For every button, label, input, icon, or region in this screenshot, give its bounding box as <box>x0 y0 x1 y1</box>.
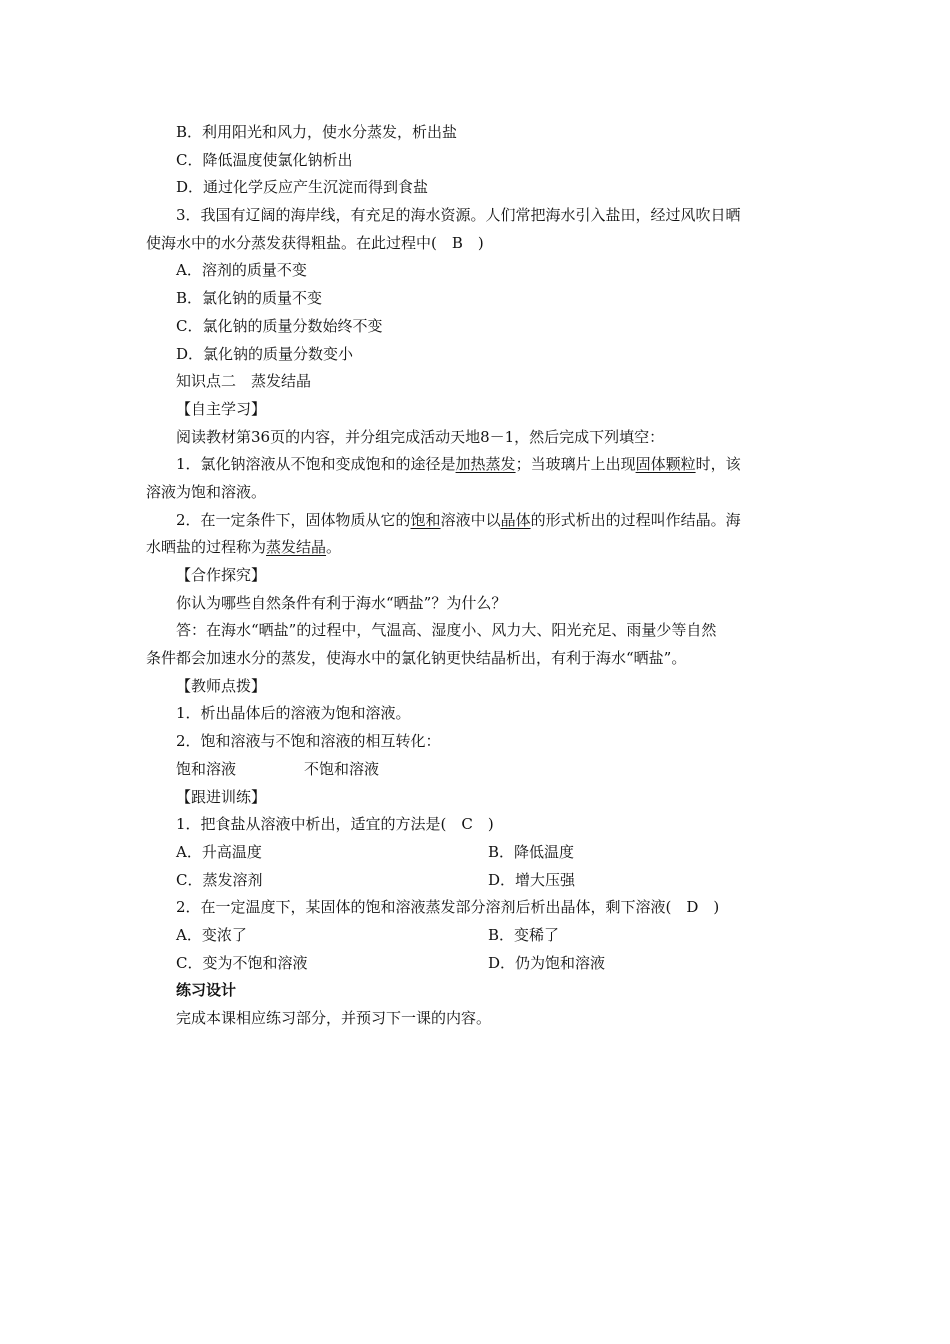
section-title-kp2: 知识点二 蒸发结晶 <box>176 372 312 391</box>
p2-options-row2 <box>146 950 808 978</box>
conversion-left: 饱和溶液 <box>176 759 237 778</box>
p1-options-row2 <box>146 867 808 895</box>
q3-option-a: A．溶剂的质量不变 <box>176 261 307 280</box>
p2-option-a: A．变浓了 <box>176 925 247 944</box>
fill2-text-e: 。 <box>326 538 342 557</box>
fill2-line2 <box>146 534 808 562</box>
exercise-title: 练习设计 <box>176 981 237 1000</box>
tip-2: 2．饱和溶液与不饱和溶液的相互转化： <box>176 732 441 751</box>
q3-option-b: B．氯化钠的质量不变 <box>176 289 323 308</box>
exercise-text: 完成本课相应练习部分，并预习下一课的内容。 <box>176 1009 492 1027</box>
coop-answer-line2: 条件都会加速水分的蒸发，使海水中的氯化钠更快结晶析出，有利于海水“晒盐”。 <box>146 649 687 668</box>
p2-option-c: C．变为不饱和溶液 <box>176 953 308 972</box>
p1-options-row1 <box>146 839 808 867</box>
fill1-line1 <box>146 451 808 479</box>
practice-header: 【跟进训练】 <box>176 787 267 806</box>
p1-option-c: C．蒸发溶剂 <box>176 870 263 889</box>
p2-options-row1 <box>146 922 808 950</box>
p2-option-d: D．仍为饱和溶液 <box>488 953 606 972</box>
fill2-line1 <box>146 507 808 535</box>
teacher-header: 【教师点拨】 <box>176 676 267 695</box>
tip-1: 1．析出晶体后的溶液为饱和溶液。 <box>176 704 411 723</box>
fill2-text-d: 水晒盐的过程称为 <box>146 538 267 557</box>
q3-option-c: C．氯化钠的质量分数始终不变 <box>176 316 383 335</box>
q3-stem-line1: 3．我国有辽阔的海岸线，有充足的海水资源。人们常把海水引入盐田，经过风吹日晒 <box>176 206 741 225</box>
fill2-answer-3: 蒸发结晶 <box>266 538 327 557</box>
q2-option-b: B．利用阳光和风力，使水分蒸发，析出盐 <box>176 123 458 141</box>
fill2-text-c: 的形式析出的过程叫作结晶。海 <box>530 510 741 529</box>
fill1-answer-2: 固体颗粒 <box>635 455 696 474</box>
coop-header: 【合作探究】 <box>176 566 267 584</box>
p1-stem: 1．把食盐从溶液中析出，适宜的方法是( C ) <box>176 815 494 834</box>
fill2-text-b: 溶液中以 <box>440 510 501 529</box>
reading-instruction: 阅读教材第36页的内容，并分组完成活动天地8－1，然后完成下列填空： <box>176 427 665 446</box>
fill1-answer-1: 加热蒸发 <box>455 455 516 474</box>
self-study-header: 【自主学习】 <box>176 399 267 418</box>
fill2-answer-2: 晶体 <box>500 510 531 529</box>
fill2-answer-1: 饱和 <box>410 510 441 529</box>
conversion-row <box>146 756 808 784</box>
coop-answer-line1: 答：在海水“晒盐”的过程中，气温高、湿度小、风力大、阳光充足、雨量少等自然 <box>176 621 717 640</box>
p1-option-d: D．增大压强 <box>488 870 576 889</box>
fill1-text-c: 时，该 <box>695 455 741 474</box>
p1-option-b: B．降低温度 <box>488 842 575 861</box>
p2-option-b: B．变稀了 <box>488 925 560 944</box>
conversion-right: 不饱和溶液 <box>304 759 380 778</box>
q2-option-d: D．通过化学反应产生沉淀而得到食盐 <box>176 178 429 197</box>
p1-option-a: A．升高温度 <box>176 842 262 861</box>
q2-option-c: C．降低温度使氯化钠析出 <box>176 150 353 169</box>
fill2-text-a: 2．在一定条件下，固体物质从它的 <box>176 510 411 529</box>
fill1-text-a: 1．氯化钠溶液从不饱和变成饱和的途径是 <box>176 455 456 474</box>
q3-option-d: D．氯化钠的质量分数变小 <box>176 344 354 363</box>
coop-question: 你认为哪些自然条件有利于海水“晒盐”？为什么？ <box>176 593 507 612</box>
document-content <box>146 119 808 1033</box>
fill1-text-b: ；当玻璃片上出现 <box>515 455 636 474</box>
p2-stem: 2．在一定温度下，某固体的饱和溶液蒸发部分溶剂后析出晶体，剩下溶液( D ) <box>176 898 720 917</box>
fill1-line2: 溶液为饱和溶液。 <box>146 482 267 501</box>
q3-stem-line2: 使海水中的水分蒸发获得粗盐。在此过程中( B ) <box>146 233 484 252</box>
